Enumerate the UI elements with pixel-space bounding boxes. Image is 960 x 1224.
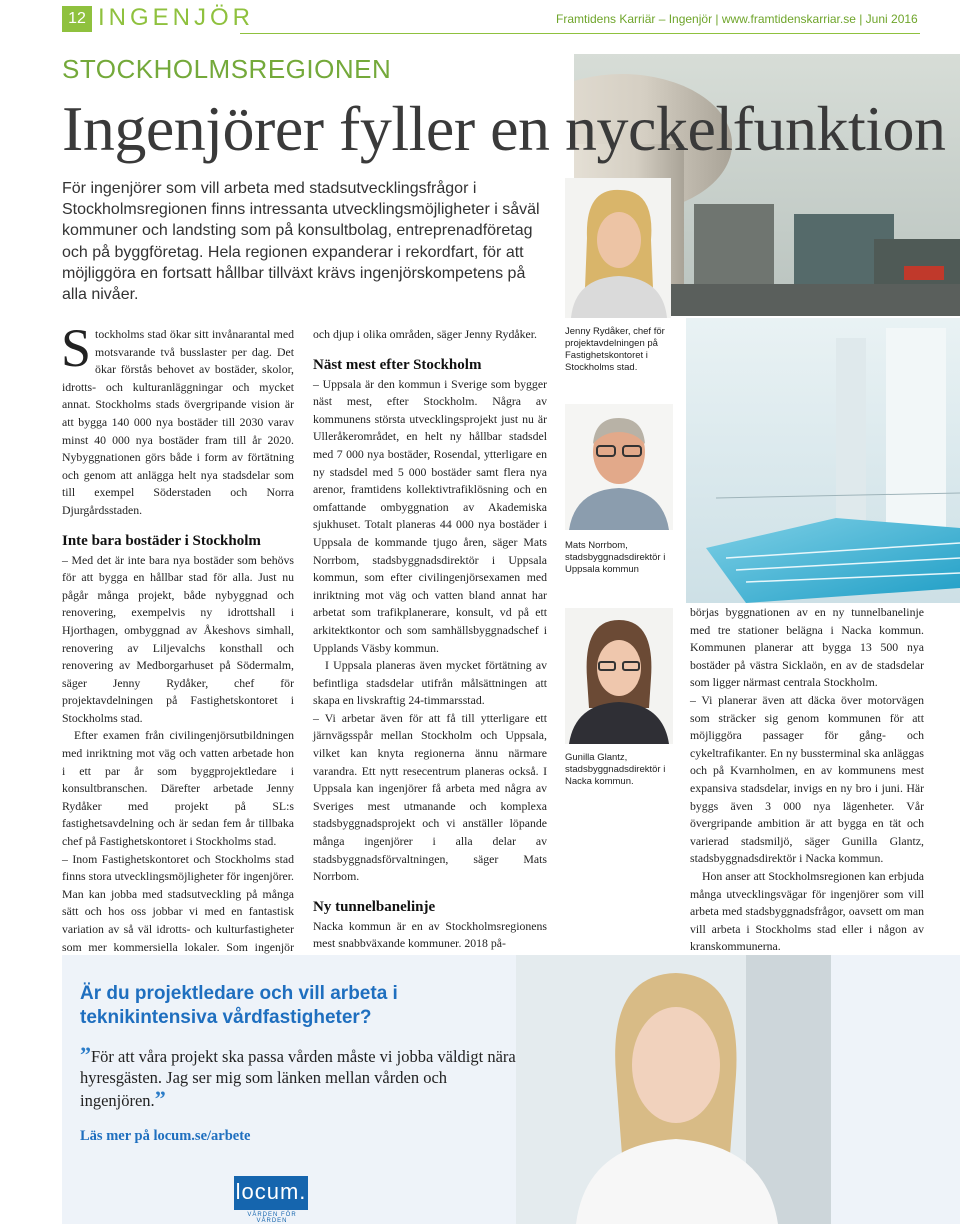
caption-jenny: Jenny Rydåker, chef för projektavdelningen på Fastighetskontoret i Stockholms stad. <box>565 326 665 373</box>
subheading-ny-tunnelbanelinje: Ny tunnelbanelinje <box>313 898 436 915</box>
portrait-mats-norrbom <box>565 404 673 530</box>
col1-paragraph-1: tockholms stad ökar sitt invånarantal med motsvarande två busslaster per dag. Det ökar förstås behovet av bostäder, skolor, idrotts- och kulturanläggningar och mycket annat. Stockholms stads övergripande vision är att bygga 140 000 nya bostäder till 2030 varav minst 40 000 nya bostäder fram till år 2020. Nybyggnationen görs både i form av förtätning och genom att anlägga helt nya stadsdelar som till exempel Söderstaden och Norra Djurgårdsstaden. <box>62 327 294 517</box>
article-column-1 <box>61 318 294 974</box>
col2-paragraph-4: – Vi arbetar även för att få till ytterligare ett järnvägsspår mellan Stockholm och Uppsala, vilket kan knyta regionerna ännu närmare varandra. Ett nytt resecentrum planeras också. I Uppsala kan ingenjörer få arbeta med några av Sveriges mest utmanande och komplexa stadsbyggnadsprojekt och vi anställer löpande många ingenjörer i alla delar av stadsbyggnadsförvaltningen, säger Mats Norrbom. <box>313 710 547 884</box>
magazine-info: Framtidens Karriär – Ingenjör | www.framtidenskarriar.se | Juni 2016 <box>556 12 918 26</box>
article-column-3 <box>690 604 924 956</box>
ad-quote <box>80 1044 520 1111</box>
col2-paragraph-2: – Uppsala är den kommun i Sverige som bygger näst mest, efter Stockholm. Några av kommunens största utvecklingsprojekt just nu är Ulleråkerområdet, en helt ny hållbar stadsdel med 7 000 nya bostäder, Rosendal, ytterligare en ny stadsdel med 5 000 bostäder samt flera nya arenor, framtidens kollektivtrafiklösning och en omfattande ombyggnation av Akademiska sjukhuset. Totalt planeras 44 000 nya bostäder i Uppsala de kommande tjugo åren, säger Mats Norrbom, stadsbyggnadsdirektör i Uppsala kommun, som efter civilingenjörsexamen med inriktning mot väg och vatten bland annat har arbetat som trafikplanerare, konsult, vd på ett arkitektkontor och som samhällsbyggnadschef i Upplands Väsby kommun. <box>313 376 547 655</box>
locum-logo <box>234 1176 308 1210</box>
swimming-hall-image <box>686 318 960 603</box>
portrait-ad-woman <box>516 955 831 1224</box>
header-rule <box>240 33 920 34</box>
article-column-2 <box>313 326 547 953</box>
article-lede: För ingenjörer som vill arbeta med stadsutvecklingsfrågor i Stockholmsregionen finns intressanta utvecklingsmöjligheter i såväl kommuner och landsting som på konsultbolag, entreprenadföretag och på byggföretag. Hela regionen expanderar i rekordfart, för att möjliggöra en fortsatt hållbar tillväxt krävs ingenjörskompetens på alla nivåer. <box>62 180 540 304</box>
locum-logo-text: locum. <box>235 1179 307 1204</box>
subheading-nast-mest: Näst mest efter Stockholm <box>313 356 482 373</box>
ad-headline: Är du projektledare och vill arbeta i teknikintensiva vårdfastigheter? <box>80 983 398 1028</box>
ad-link[interactable]: Läs mer på locum.se/arbete <box>80 1128 251 1144</box>
drop-cap: S <box>61 318 92 378</box>
caption-mats: Mats Norrbom, stadsbyggnadsdirektör i Uppsala kommun <box>565 540 666 575</box>
col1-paragraph-4: – Inom Fastighetskontoret och Stockholms stad finns stora utvecklingsmöjligheter för ingenjörer. Man kan jobba med stadsutveckling på många sätt och hos oss jobbar vi med en fantastisk variation av så väl idrotts- och kulturfastigheter som mer kommersiella lokaler. Som ingenjör <box>62 851 294 954</box>
col2-paragraph-5: Nacka kommun är en av Stockholmsregionens mest snabbväxande kommuner. 2018 på- <box>313 918 547 951</box>
page-number: 12 <box>62 6 92 32</box>
col3-paragraph-3: Hon anser att Stockholmsregionen kan erbjuda många utvecklingsvägar för ingenjörer som vill arbeta med stadsbyggnadsfrågor, oavsett om man vill arbeta i Stockholms stad eller i någon av kranskommunerna. <box>690 868 924 954</box>
col1-paragraph-2: – Med det är inte bara nya bostäder som behövs för att bygga en hållbar stad för alla. Just nu pågår många projekt, både nybyggnad och renovering, exempelvis ny idrottshall i Hjorthagen, ombyggnad av Åkeshovs simhall, renovering av Liljevalchs konsthall och renovering av Medborgarhuset på Södermalm, säger Jenny Rydåker, chef för projektavdelningen på Fastighetskontoret i Stockholms stad. <box>62 552 294 725</box>
col3-paragraph-2: – Vi planerar även att däcka över motorvägen som sträcker sig genom kommunen för att möjliggöra passager för gång- och cykeltrafikanter. En ny bussterminal ska anläggas och på Kvarnholmen, en av kommunens mest expansiva stadsdelar, invigs en ny bro i juni. Här byggs även 3 000 nya lägenheter. Vår övergripande ambition är att bygga en tät och varierad stadsmiljö, säger Gunilla Glantz, stadsbyggnadsdirektör i Nacka kommun. <box>690 692 924 866</box>
col1-paragraph-3: Efter examen från civilingenjörsutbildningen med inriktning mot väg och vatten arbetade hon i ett par år som byggprojektledare i konsultbranschen. Därefter arbetade Jenny Rydåker med projekt på SL:s fastighetsavdelning och är sedan fem år tillbaka chef på Fastighetskontoret i Stockholms stad. <box>62 728 294 849</box>
ad-quote-text: För att våra projekt ska passa vården måste vi jobba väldigt nära hyresgästen. Jag ser mig som länken mellan vården och ingenjören. <box>80 1047 516 1110</box>
col2-paragraph-1: och djup i olika områden, säger Jenny Rydåker. <box>313 327 537 341</box>
portrait-gunilla-glantz <box>565 608 673 744</box>
caption-gunilla: Gunilla Glantz, stadsbyggnadsdirektör i Nacka kommun. <box>565 752 666 787</box>
article-kicker: STOCKHOLMSREGIONEN <box>62 54 392 84</box>
locum-tagline: VÅRDEN FÖR VÅRDEN <box>247 1212 297 1224</box>
col2-paragraph-3: I Uppsala planeras även mycket förtätning av befintliga stadsdelar utifrån målsättningen att skapa en livskraftig 24-timmarsstad. <box>313 658 547 708</box>
section-label: INGENJÖR <box>98 4 255 31</box>
article-headline: Ingenjörer fyller en nyckelfunktion <box>62 93 946 164</box>
portrait-jenny-rydaker <box>565 178 671 318</box>
close-quote-icon: ” <box>154 1086 166 1111</box>
col3-paragraph-1: börjas byggnationen av en ny tunnelbanelinje med tre stationer belägna i Nacka kommun. Kommunen planerar att bygga 13 500 nya bostäder på västra Sicklaön, en av de stadsdelar som ligger närmast centrala Stockholm. <box>690 605 924 690</box>
open-quote-icon: ” <box>80 1042 91 1067</box>
subheading-inte-bara-bostader: Inte bara bostäder i Stockholm <box>62 532 261 549</box>
